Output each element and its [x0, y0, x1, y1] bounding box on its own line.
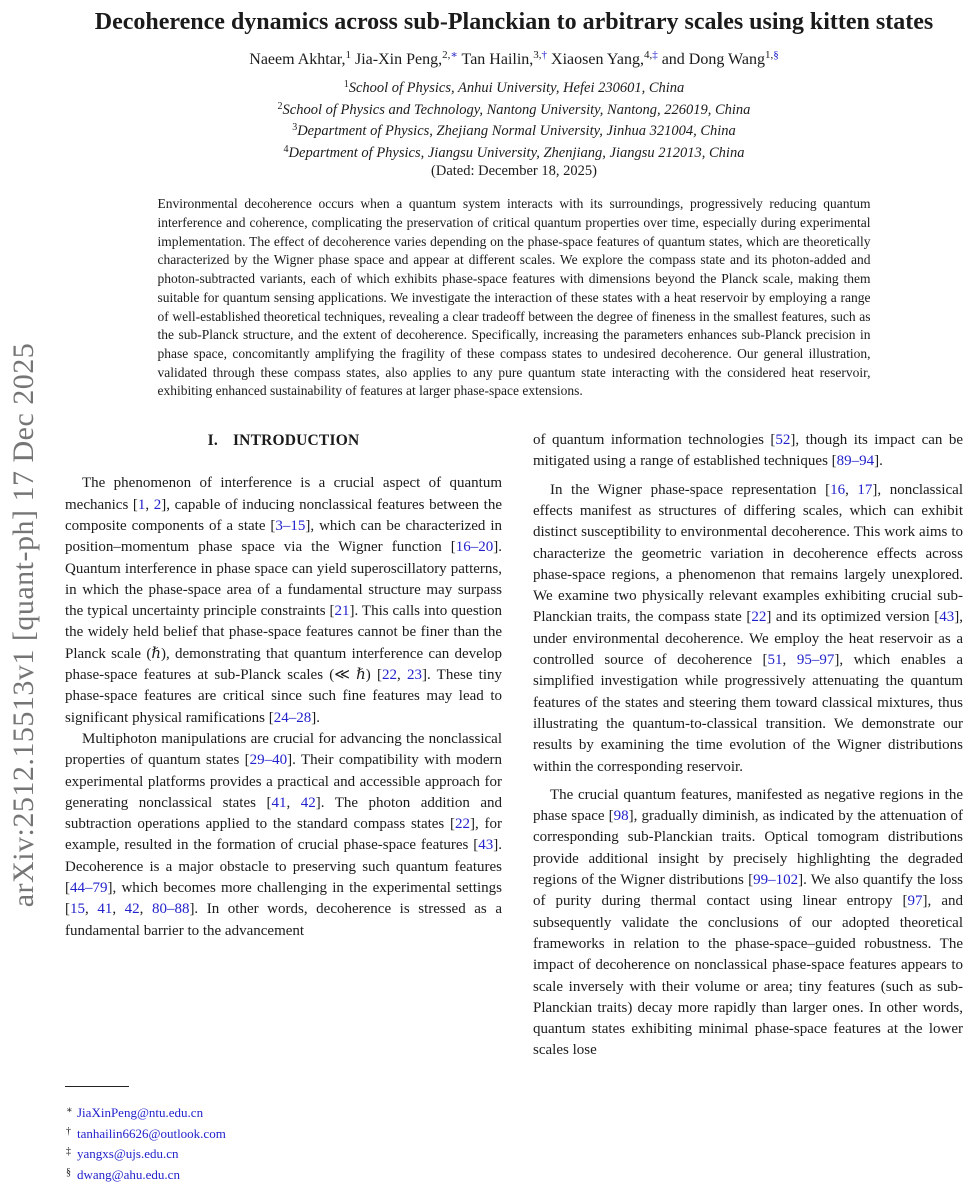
citation-link[interactable]: 3–15	[275, 518, 306, 534]
citation-link[interactable]: 21	[334, 603, 350, 620]
text-segment: ], for example, resulted in the formation of crucial phase-space features [	[65, 816, 502, 854]
citation-link[interactable]: 52	[775, 432, 791, 449]
citation-link[interactable]: 2	[153, 496, 162, 513]
affiliation-list	[65, 76, 963, 162]
affiliation-number: 3	[292, 122, 298, 134]
text-segment: Naeem Akhtar,	[249, 51, 346, 68]
paragraph	[533, 430, 963, 473]
affiliation-text: School of Physics and Technology, Nantong University, Nantong, 226019, China	[282, 101, 751, 118]
citation-link[interactable]: 89–94	[836, 453, 875, 470]
text-segment: ], which becomes more challenging in the experimental settings [	[65, 880, 502, 918]
citation-link[interactable]: 22	[751, 609, 767, 626]
email-link[interactable]: JiaXinPeng@ntu.edu.cn	[77, 1105, 204, 1120]
footnote-marker: †	[66, 1125, 71, 1137]
text-segment: 1	[345, 49, 351, 61]
text-segment: ]. This calls into question the widely held belief that phase-space features cannot be finer than the Planck scale (ℏ), demonstrating that quantum interference can develop phase-space features at sub-Planck scales (≪ ℏ) [	[65, 603, 502, 684]
affiliation-number: 2	[277, 100, 283, 112]
text-segment: ].	[874, 453, 883, 470]
citation-link[interactable]: 97	[907, 893, 923, 910]
text-segment: ]. These tiny phase-space features are critical since such fine features may lead to significant physical ramifications [	[65, 667, 503, 726]
text-segment: The crucial quantum features, manifested as negative regions in the phase space [	[533, 786, 963, 825]
footnote-marker: ∗	[66, 1105, 73, 1116]
citation-link[interactable]: 16–20	[455, 539, 494, 556]
citation-link[interactable]: 80–88	[151, 901, 190, 918]
text-segment: 3,	[533, 49, 542, 61]
email-link[interactable]: tanhailin6626@outlook.com	[77, 1125, 226, 1141]
text-segment: 4,	[643, 49, 653, 61]
footnote	[65, 1164, 502, 1185]
email-link[interactable]: yangxs@ujs.edu.cn	[77, 1146, 179, 1162]
citation-link[interactable]: 1	[137, 496, 146, 513]
text-segment: ]. We also quantify the loss of purity during thermal contact using linear entropy [	[533, 872, 964, 910]
text-segment: and Dong Wang	[657, 51, 765, 68]
text-segment: ], capable of inducing nonclassical features between the composite components of a state [	[65, 496, 502, 534]
two-column-body	[65, 430, 963, 1062]
text-segment: ,	[139, 901, 152, 918]
citation-link[interactable]: §	[773, 49, 779, 61]
text-segment: ]. In other words, decoherence is stressed as a fundamental barrier to the advancement	[65, 901, 502, 939]
citation-link[interactable]: 22	[455, 816, 471, 833]
footnote	[65, 1102, 502, 1123]
text-segment: ].	[311, 709, 320, 726]
affiliation-text: Department of Physics, Jiangsu University, Zhenjiang, Jiangsu 212013, China	[288, 144, 745, 161]
text-segment: ,	[286, 794, 301, 811]
footnote-block	[65, 1086, 502, 1185]
citation-link[interactable]: 23	[406, 667, 422, 684]
author-line	[65, 48, 963, 69]
text-segment: ], under environmental decoherence. We employ the heat reservoir as a controlled source of decoherence [	[533, 609, 964, 669]
section-heading-introduction	[65, 430, 502, 451]
affiliation	[65, 98, 963, 120]
citation-link[interactable]: ∗	[450, 49, 458, 61]
affiliation-text: Department of Physics, Zhejiang Normal University, Jinhua 321004, China	[297, 123, 736, 140]
left-column	[65, 430, 502, 1062]
text-segment: ,	[397, 667, 407, 684]
citation-link[interactable]: 43	[939, 609, 955, 626]
footnote	[65, 1123, 502, 1144]
text-segment: ,	[145, 496, 154, 513]
citation-link[interactable]: †	[541, 49, 548, 61]
affiliation	[65, 119, 963, 141]
affiliation	[65, 76, 963, 98]
arxiv-watermark: arXiv:2512.15513v1 [quant-ph] 17 Dec 2025	[7, 342, 40, 908]
footnote-marker: §	[66, 1167, 71, 1179]
text-segment: ], nonclassical effects manifest as structures of differing scales, which can exhibit distinct susceptibility to environmental decoherence. This work aims to characterize the geometric variation in decoherence effects across phase-space regions, a phenomenon that remains largely unexplored. We examine two physically relevant examples exhibiting crucial sub-Planckian traits, the compass state [	[533, 481, 964, 626]
paragraph	[533, 480, 963, 778]
section-title: INTRODUCTION	[232, 432, 360, 450]
citation-link[interactable]: 17	[857, 481, 873, 498]
right-column	[533, 430, 963, 1062]
text-segment: ], which can be characterized in position–momentum phase space via the Wigner function [	[65, 518, 502, 556]
text-segment: 1,	[764, 49, 774, 61]
affiliation-number: 4	[283, 143, 289, 155]
text-segment: The phenomenon of interference is a crucial aspect of quantum mechanics [	[65, 475, 502, 513]
citation-link[interactable]: 41	[271, 794, 287, 811]
citation-link[interactable]: 24–28	[273, 709, 312, 726]
text-segment: ,	[112, 901, 125, 918]
text-segment: In the Wigner phase-space representation [	[550, 481, 831, 498]
date-line: (Dated: December 18, 2025)	[431, 163, 597, 180]
text-segment: Tan Hailin,	[457, 51, 534, 68]
abstract: Environmental decoherence occurs when a quantum system interacts with its surroundings, progressively reducing quantum interference and coherence, complicating the preservation of critical quantum properties over time, especially during experimental implementation. The effect of decoherence varies depending on the phase-space features of quantum states, which are theoretically characterized by the Wigner phase space and appear at different scales. We explore the compass state and its photon-added and photon-subtracted variants, each of which exhibits phase-space features with dimensions beyond the Planck scale, making them suitable for quantum sensing applications. We investigate the interaction of these states with a heat reservoir by employing a range of well-established theoretical techniques, revealing a clear tradeoff between the degree of fineness in the smallest features, such as the sub-Planck structure, and the extent of decoherence. Specifically, increasing the parameters enhances sub-Planck precision in phase space, concomitantly amplifying the fragility of these compass states to undesired decoherence. Our general illustration, validated through these compass states, also applies to any pure quantum state interacting with the considered heat reservoir, exhibiting enhanced sustainability of features at larger phase-space extensions.	[157, 196, 871, 399]
text-segment: ], which enables a simplified investigation while progressively attenuating the quantum features of the states and steering them toward classical mixtures, thus illustrating the quantum-to-classical transition. We demonstrate our results by examining the time evolution of the Wigner distributions within the corresponding reservoir.	[533, 652, 963, 775]
citation-link[interactable]: ‡	[652, 49, 658, 61]
text-segment: ,	[782, 652, 797, 669]
citation-link[interactable]: 95–97	[796, 652, 835, 669]
text-segment: ,	[845, 481, 858, 498]
paragraph	[65, 729, 502, 942]
citation-link[interactable]: 43	[478, 837, 494, 854]
affiliation-text: School of Physics, Anhui University, Hefei 230601, China	[348, 80, 685, 96]
footnote-marker: ‡	[66, 1146, 71, 1158]
text-segment: Multiphoton manipulations are crucial for advancing the nonclassical properties of quantum states [	[65, 730, 502, 769]
citation-link[interactable]: 41	[97, 901, 113, 918]
text-segment: ], gradually diminish, as indicated by the attenuation of corresponding sub-Planckian traits. Optical tomogram distributions provide additional insight by precisely highlighting the degraded regions of the Wigner distributions [	[533, 808, 963, 889]
paper-title: Decoherence dynamics across sub-Planckian to arbitrary scales using kitten states	[94, 9, 934, 35]
citation-link[interactable]: 51	[767, 652, 783, 669]
text-segment: ]. Quantum interference in phase space can yield superoscillatory patterns, in which the phase-space area of a fundamental structure may surpass the typical uncertainty principle constraints [	[65, 539, 502, 620]
citation-link[interactable]: 22	[382, 667, 398, 684]
footnote-rule	[65, 1086, 129, 1087]
citation-link[interactable]: 42	[124, 901, 140, 918]
affiliation-number: 1	[343, 79, 349, 90]
text-segment: ] and its optimized version [	[766, 609, 940, 626]
text-segment: Xiaosen Yang,	[547, 51, 644, 68]
text-segment: 2,	[442, 49, 451, 61]
paragraph	[65, 473, 502, 729]
text-segment: Jia-Xin Peng,	[350, 51, 443, 68]
section-number: I.	[207, 432, 218, 450]
text-segment: ]. Decoherence is a major obstacle to preserving such quantum features [	[65, 837, 502, 897]
text-segment: of quantum information technologies [	[533, 432, 776, 449]
citation-link[interactable]: 98	[613, 808, 629, 825]
text-segment: ]. Their compatibility with modern experimental platforms provides a practical and accessible approach for generating nonclassical states [	[65, 752, 502, 811]
text-segment: ]. The photon addition and subtraction operations applied to the standard compass states [	[65, 794, 503, 833]
email-link[interactable]: dwang@ahu.edu.cn	[77, 1167, 180, 1183]
citation-link[interactable]: 99–102	[753, 872, 799, 889]
text-segment: ], and subsequently validate the conclusions of our adopted theoretical frameworks in relation to the phase-space–guided robustness. The impact of decoherence on nonclassical phase-space features appears to scale inversely with their volume or area; tiny features (such as sub-Planckian traits) decay more rapidly than larger ones. In other words, quantum states exhibiting minimal phase-space features at the lower scales lose	[533, 893, 964, 1059]
citation-link[interactable]: 15	[70, 901, 85, 918]
citation-link[interactable]: 44–79	[70, 880, 108, 897]
citation-link[interactable]: 16	[830, 481, 846, 498]
text-segment: ,	[85, 901, 98, 918]
paragraph	[533, 785, 963, 1062]
citation-link[interactable]: 42	[300, 794, 316, 811]
text-segment: ], though its impact can be mitigated using a range of established techniques [	[533, 432, 963, 470]
affiliation	[65, 141, 963, 163]
footnote	[65, 1143, 502, 1164]
citation-link[interactable]: 29–40	[249, 752, 288, 769]
page	[65, 0, 963, 1062]
